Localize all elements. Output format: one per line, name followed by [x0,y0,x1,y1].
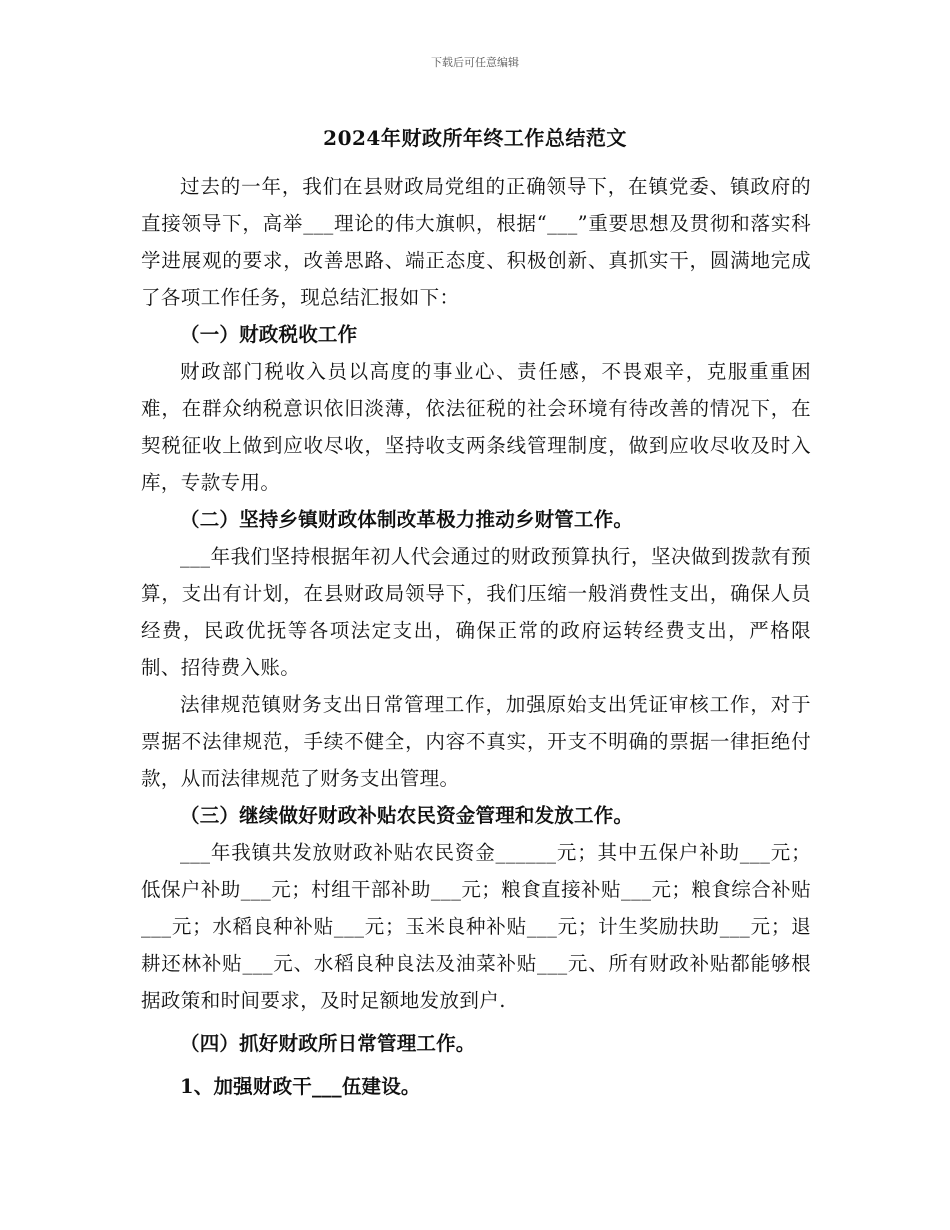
header-note: 下载后可任意编辑 [431,56,519,69]
paragraph-intro: 过去的一年，我们在县财政局党组的正确领导下，在镇党委、镇政府的直接领导下，高举___理论的伟大旗帜，根据“___”重要思想及贯彻和落实科学进展观的要求，改善思路、端正态度、积极创新、真抓实干，圆满地完成了各项工作任务，现总结汇报如下： [141,175,811,309]
section-heading-1: （一）财政税收工作 [180,323,358,346]
paragraph-subsidy: ___年我镇共发放财政补贴农民资金______元；其中五保户补助___元；低保户补助___元；村组干部补助___元；粮食直接补贴___元；粮食综合补贴___元；水稻良种补贴___元；玉米良种补贴___元；计生奖励扶助___元；退耕还林补贴___元、水稻良种良法及油菜补贴___元、所有财政补贴都能够根据政策和时间要求，及时足额地发放到户. [141,841,811,1012]
section-heading-5: 1、加强财政干___伍建设。 [180,1075,421,1098]
paragraph-budget: ___年我们坚持根据年初人代会通过的财政预算执行，坚决做到拨款有预算，支出有计划，在县财政局领导下，我们压缩一般消费性支出，确保人员经费，民政优抚等各项法定支出，确保正常的政府运转经费支出，严格限制、招待费入账。 [141,545,811,679]
paragraph-tax: 财政部门税收入员以高度的事业心、责任感，不畏艰辛，克服重重困难，在群众纳税意识依旧淡薄，依法征税的社会环境有待改善的情况下，在契税征收上做到应收尽收，坚持收支两条线管理制度，做到应收尽收及时入库，专款专用。 [141,360,811,494]
document-title: 2024年财政所年终工作总结范文 [323,126,627,150]
document-body [141,168,811,1105]
paragraph-expenditure: 法律规范镇财务支出日常管理工作，加强原始支出凭证审核工作，对于票据不法律规范，手续不健全，内容不真实，开支不明确的票据一律拒绝付款，从而法律规范了财务支出管理。 [141,693,811,790]
section-heading-3: （三）继续做好财政补贴农民资金管理和发放工作。 [180,804,634,827]
section-heading-4: （四）抓好财政所日常管理工作。 [180,1032,476,1055]
section-heading-2: （二）坚持乡镇财政体制改革极力推动乡财管工作。 [180,508,634,531]
